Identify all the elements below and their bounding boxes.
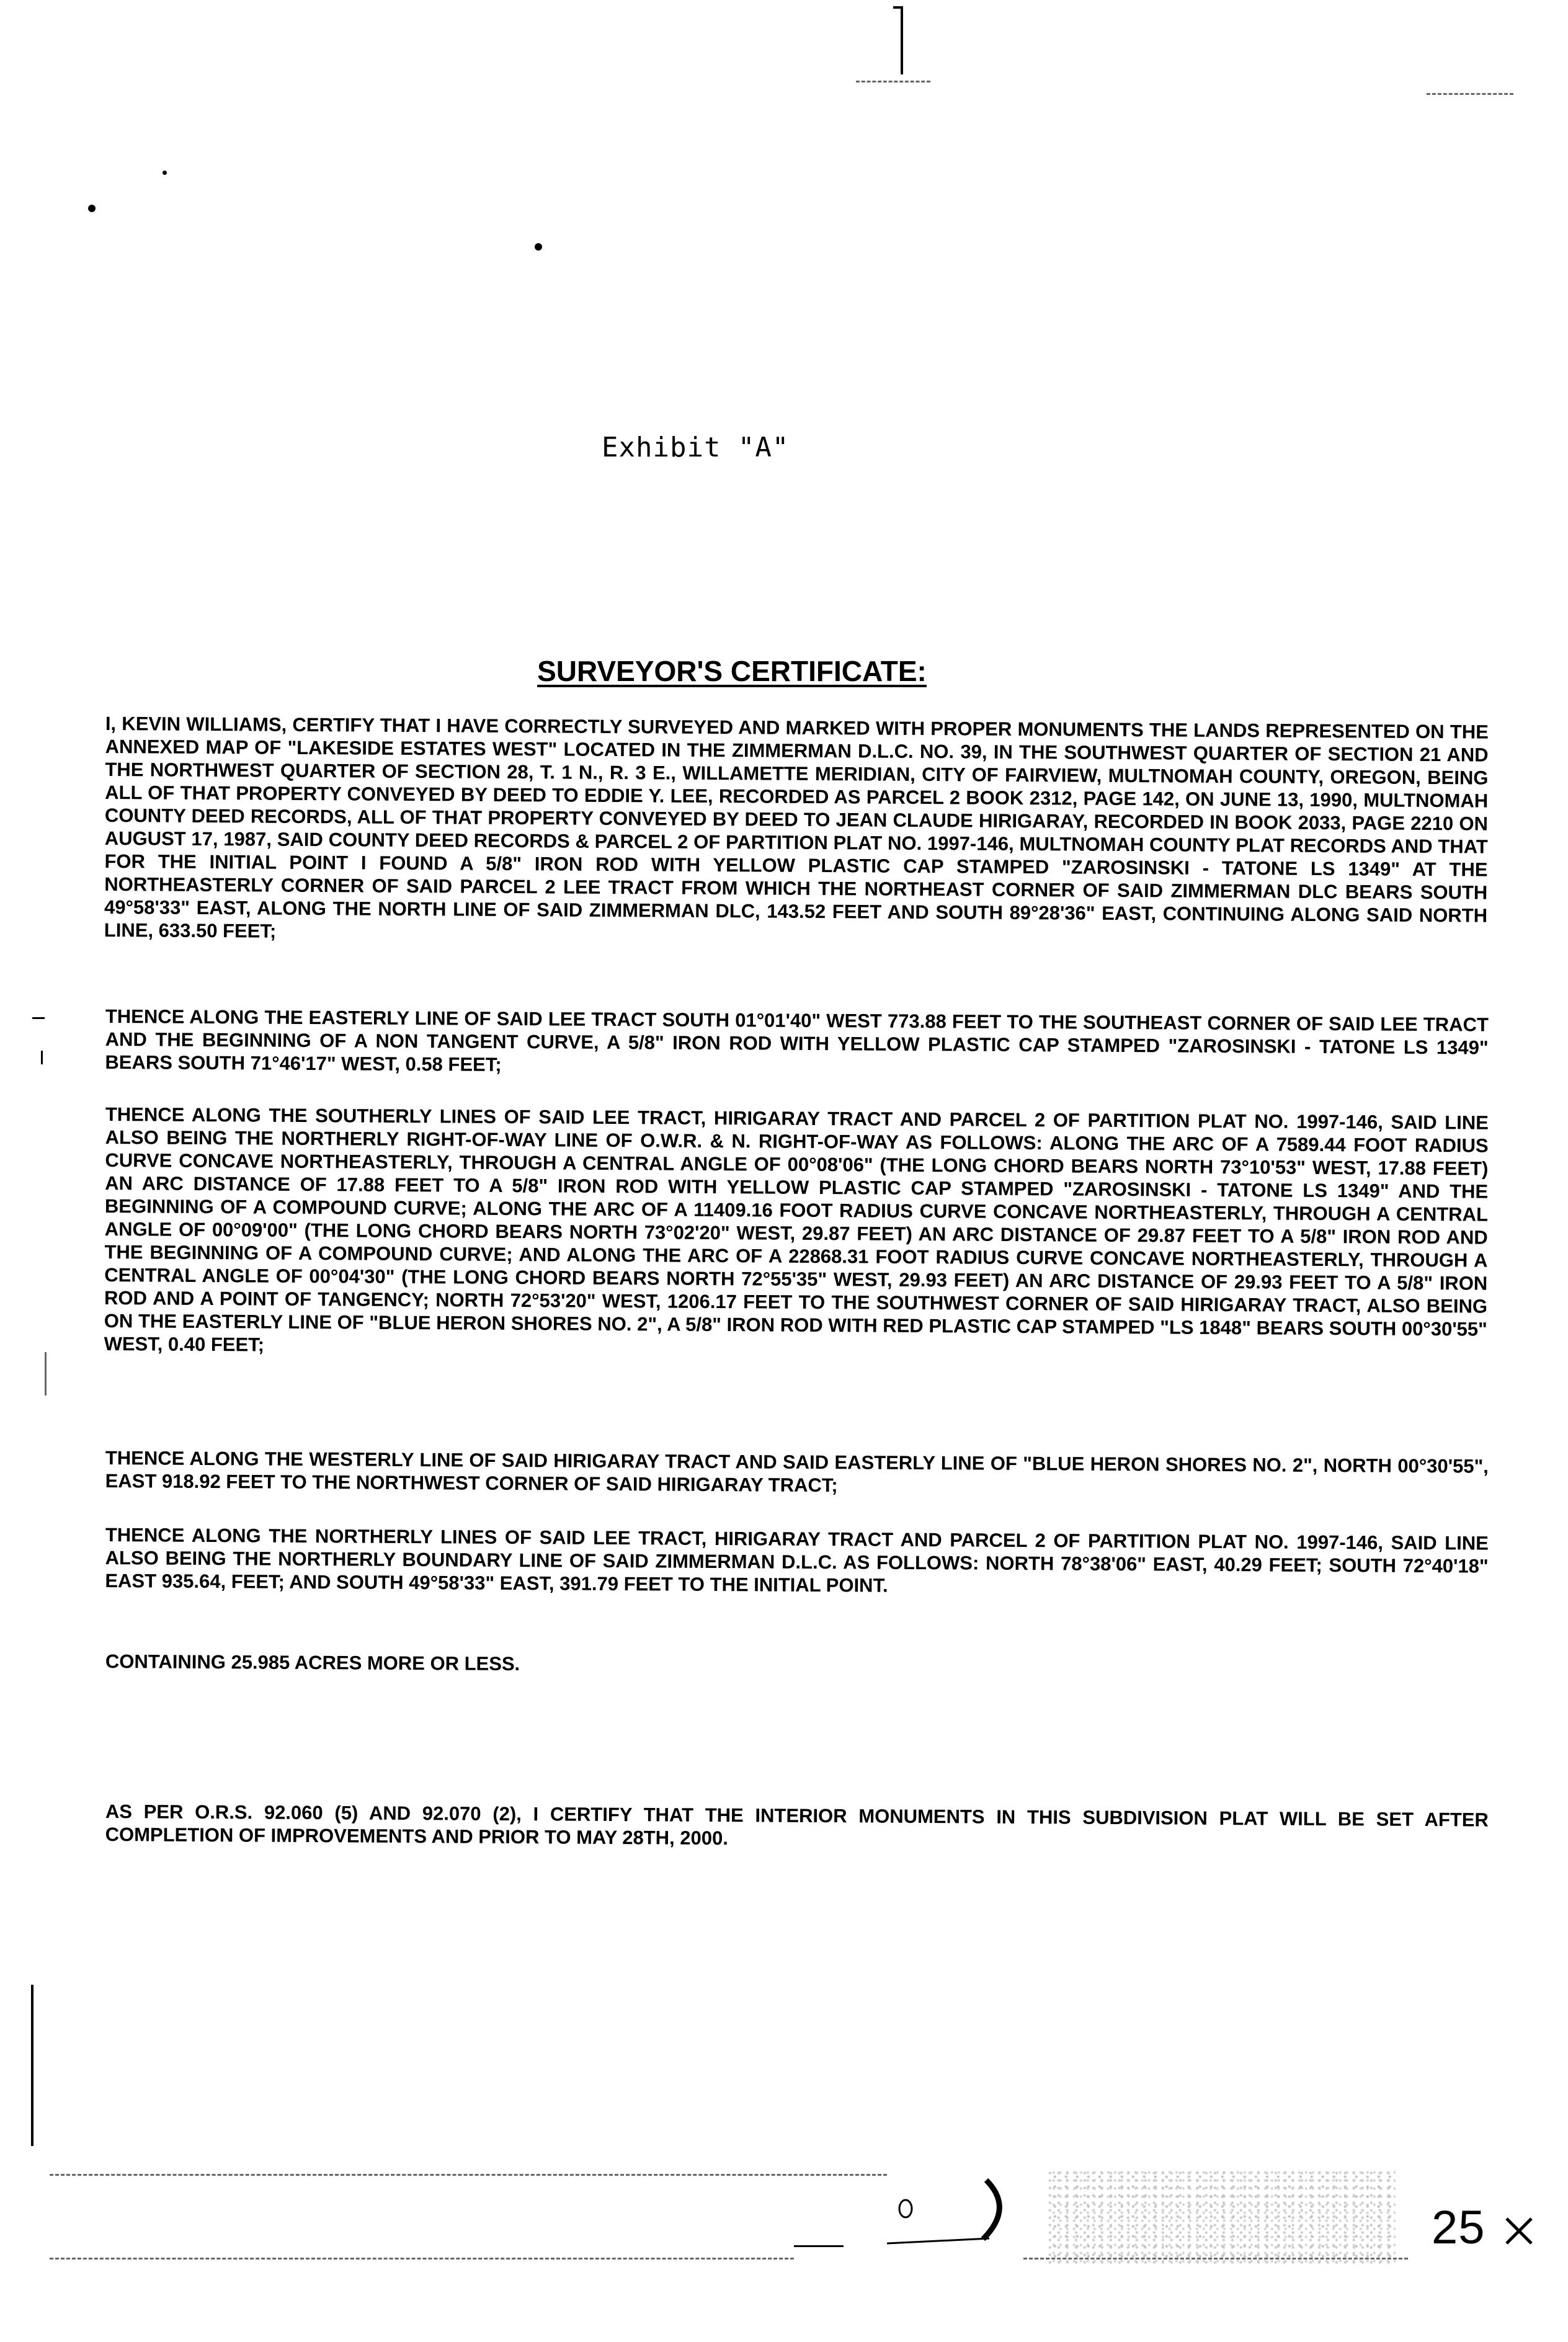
scan-dash-top xyxy=(856,81,930,82)
scan-curve-mark xyxy=(881,2174,1042,2248)
scan-dot xyxy=(88,205,96,212)
scan-dash-top-right xyxy=(1427,93,1513,95)
scan-mark-top xyxy=(901,6,903,74)
exhibit-label: Exhibit "A" xyxy=(602,432,790,463)
certificate-paragraph: THENCE ALONG THE EASTERLY LINE OF SAID LEE TRACT SOUTH 01°01'40" WEST 773.88 FEET TO THE SOUTHEAST CORNER OF SAID LEE TRACT AND THE BEGINNING OF A NON TANGENT CURVE, A 5/8" IRON ROD WITH YELLOW PLASTIC CAP STAMPED "ZAROSINSKI - TATONE LS 1349" BEARS SOUTH 71°46'17" WEST, 0.58 FEET; xyxy=(105,1005,1489,1075)
scan-dot xyxy=(535,243,542,251)
scan-mark-left xyxy=(32,1017,45,1019)
certificate-paragraph: CONTAINING 25.985 ACRES MORE OR LESS. xyxy=(105,1650,520,1675)
scan-dash-bottom xyxy=(50,2258,794,2260)
certificate-paragraph: AS PER O.R.S. 92.060 (5) AND 92.070 (2), I CERTIFY THAT THE INTERIOR MONUMENTS IN THIS SUBDIVISION PLAT WILL BE SET AFTER COMPLETION OF IMPROVEMENTS AND PRIOR TO MAY 28TH, 2000. xyxy=(105,1801,1489,1850)
certificate-paragraph: THENCE ALONG THE NORTHERLY LINES OF SAID LEE TRACT, HIRIGARAY TRACT AND PARCEL 2 OF PARTITION PLAT NO. 1997-146, SAID LINE ALSO BEING THE NORTHERLY BOUNDARY LINE OF SAID ZIMMERMAN D.L.C. AS FOLLOWS: NORTH 78°38'06" EAST, 40.29 FEET; SOUTH 72°40'18" EAST 935.64, FEET; AND SOUTH 49°58'33" EAST, 391.79 FEET TO THE INITIAL POINT. xyxy=(105,1524,1489,1596)
scan-dot xyxy=(163,171,167,175)
scan-noise xyxy=(1048,2171,1396,2264)
scan-mark-bottom xyxy=(794,2245,844,2247)
certificate-paragraph: THENCE ALONG THE WESTERLY LINE OF SAID HIRIGARAY TRACT AND SAID EASTERLY LINE OF "BLUE HERON SHORES NO. 2", NORTH 00°30'55", EAST 918.92 FEET TO THE NORTHWEST CORNER OF SAID HIRIGARAY TRACT; xyxy=(105,1447,1489,1497)
scan-dash-bottom xyxy=(50,2174,887,2176)
scan-margin-line xyxy=(31,1985,33,2146)
scan-margin-line xyxy=(45,1352,47,1396)
certificate-title: SURVEYOR'S CERTIFICATE: xyxy=(537,655,927,687)
certificate-paragraph: I, KEVIN WILLIAMS, CERTIFY THAT I HAVE CORRECTLY SURVEYED AND MARKED WITH PROPER MONUMENTS THE LANDS REPRESENTED ON THE ANNEXED MAP OF "LAKESIDE ESTATES WEST" LOCATED IN THE ZIMMERMAN D.L.C. NO. 39, IN THE SOUTHWEST QUARTER OF SECTION 21 AND THE NORTHWEST QUARTER OF SECTION 28, T. 1 N., R. 3 E., WILLAMETTE MERIDIAN, CITY OF FAIRVIEW, MULTNOMAH COUNTY, OREGON, BEING ALL OF THAT PROPERTY CONVEYED BY DEED TO EDDIE Y. LEE, RECORDED AS PARCEL 2 BOOK 2312, PAGE 142, ON JUNE 13, 1990, MULTNOMAH COUNTY DEED RECORDS, ALL OF THAT PROPERTY CONVEYED BY DEED TO JEAN CLAUDE HIRIGARAY, RECORDED IN BOOK 2033, PAGE 2210 ON AUGUST 17, 1987, SAID COUNTY DEED RECORDS & PARCEL 2 OF PARTITION PLAT NO. 1997-146, MULTNOMAH COUNTY PLAT RECORDS AND THAT FOR THE INITIAL POINT I FOUND A 5/8" IRON ROD WITH YELLOW PLASTIC CAP STAMPED "ZAROSINSKI - TATONE LS 1349" AT THE NORTHEASTERLY CORNER OF SAID PARCEL 2 LEE TRACT FROM WHICH THE NORTHEAST CORNER OF SAID ZIMMERMAN DLC BEARS SOUTH 49°58'33" EAST, ALONG THE NORTH LINE OF SAID ZIMMERMAN DLC, 143.52 FEET AND SOUTH 89°28'36" EAST, CONTINUING ALONG SAID NORTH LINE, 633.50 FEET; xyxy=(104,713,1489,942)
scan-mark-left xyxy=(41,1051,43,1064)
page-number xyxy=(1432,2201,1536,2255)
scan-mark-top-tick xyxy=(893,6,902,9)
certificate-paragraph: THENCE ALONG THE SOUTHERLY LINES OF SAID LEE TRACT, HIRIGARAY TRACT AND PARCEL 2 OF PARTITION PLAT NO. 1997-146, SAID LINE ALSO BEING THE NORTHERLY RIGHT-OF-WAY LINE OF O.W.R. & N. RIGHT-OF-WAY AS FOLLOWS: ALONG THE ARC OF A 7589.44 FOOT RADIUS CURVE CONCAVE NORTHEASTERLY, THROUGH A CENTRAL ANGLE OF 00°08'06" (THE LONG CHORD BEARS NORTH 73°10'53" WEST, 17.88 FEET) AN ARC DISTANCE OF 17.88 FEET TO A 5/8" IRON ROD WITH YELLOW PLASTIC CAP STAMPED "ZAROSINSKI - TATONE LS 1349" AND THE BEGINNING OF A COMPOUND CURVE; ALONG THE ARC OF A 11409.16 FOOT RADIUS CURVE CONCAVE NORTHEASTERLY, THROUGH A CENTRAL ANGLE OF 00°09'00" (THE LONG CHORD BEARS NORTH 73°02'20" WEST, 29.87 FEET) AN ARC DISTANCE OF 29.87 FEET TO A 5/8" IRON ROD AND THE BEGINNING OF A COMPOUND CURVE; AND ALONG THE ARC OF A 22868.31 FOOT RADIUS CURVE CONCAVE NORTHEASTERLY, THROUGH A CENTRAL ANGLE OF 00°04'30" (THE LONG CHORD BEARS NORTH 72°55'35" WEST, 29.93 FEET) AN ARC DISTANCE OF 29.93 FEET TO A 5/8" IRON ROD AND A POINT OF TANGENCY; NORTH 72°53'20" WEST, 1206.17 FEET TO THE SOUTHWEST CORNER OF SAID HIRIGARAY TRACT, ALSO BEING ON THE EASTERLY LINE OF "BLUE HERON SHORES NO. 2", A 5/8" IRON ROD WITH RED PLASTIC CAP STAMPED "LS 1848" BEARS SOUTH 00°30'55" WEST, 0.40 FEET; xyxy=(104,1103,1489,1356)
x-mark-icon xyxy=(1502,2214,1536,2248)
page-number-value: 25 xyxy=(1432,2201,1486,2254)
